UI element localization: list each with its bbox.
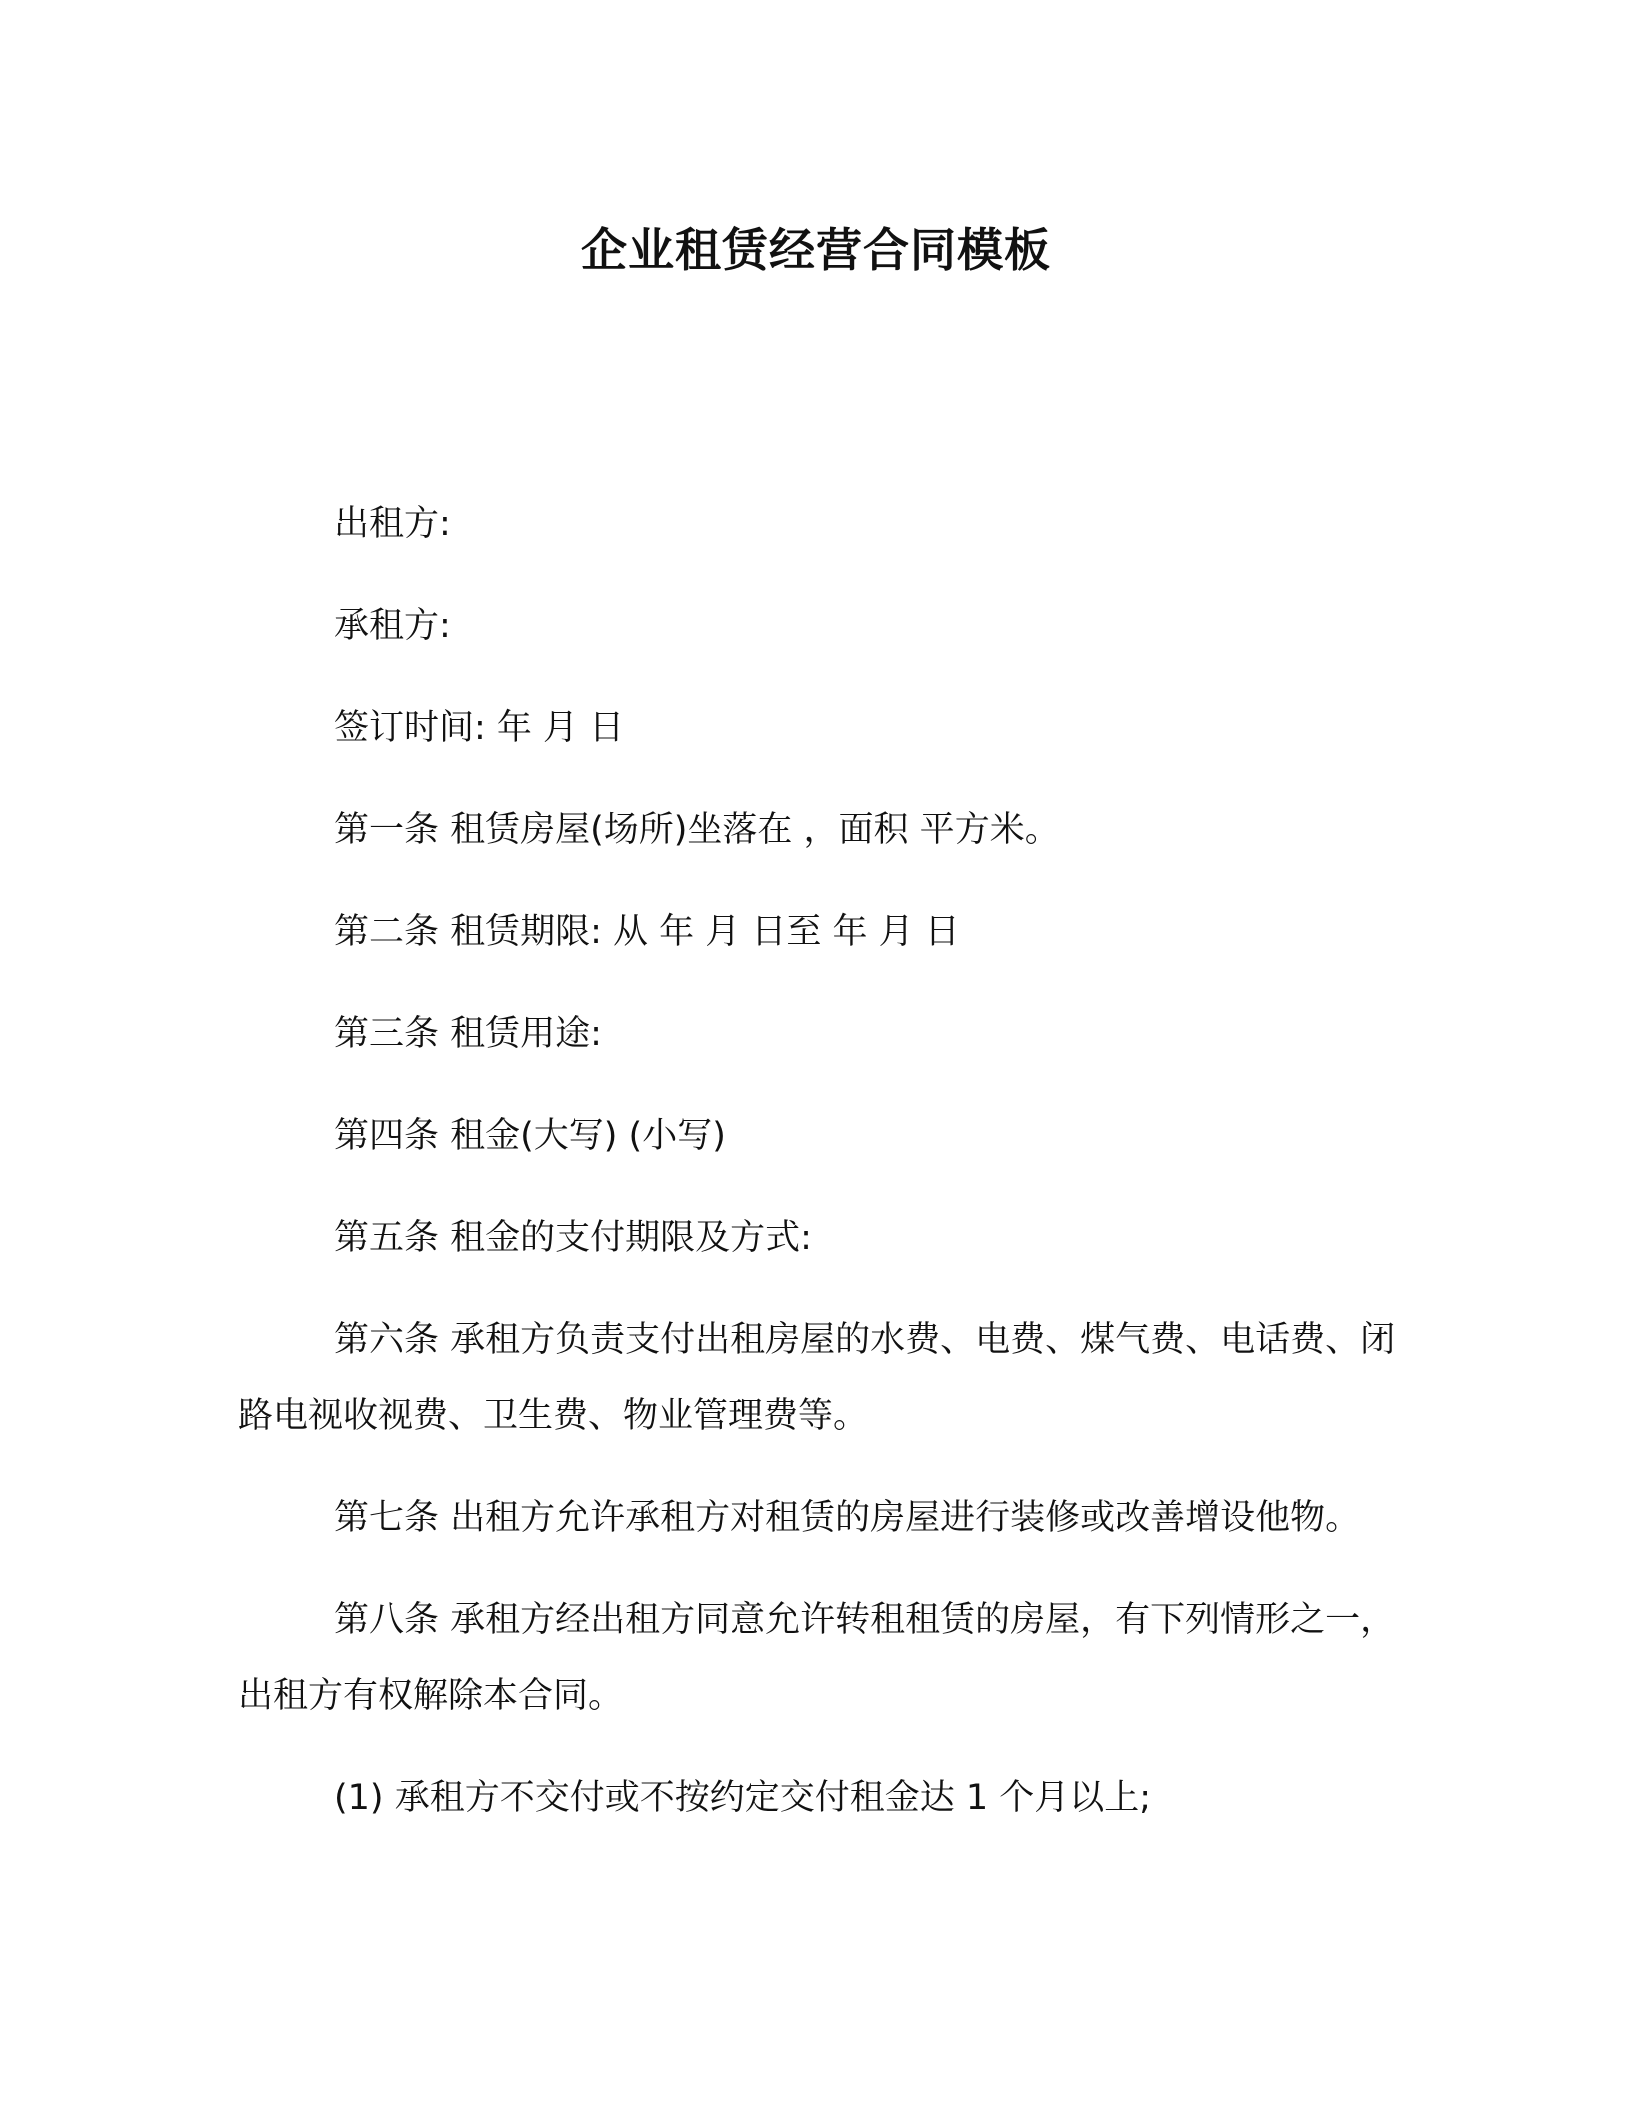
document-title: 企业租赁经营合同模板 xyxy=(581,223,1051,277)
article-5: 第五条 租金的支付期限及方式: xyxy=(334,1218,812,1258)
article-8: 第八条 承租方经出租方同意允许转租租赁的房屋，有下列情形之一，出租方有权解除本合同。 xyxy=(238,1600,1396,1716)
lessee-line: 承租方: xyxy=(334,606,451,646)
article-7: 第七条 出租方允许承租方对租赁的房屋进行装修或改善增设他物。 xyxy=(334,1498,1361,1538)
article-1: 第一条 租赁房屋(场所)坐落在 ，面积 平方米。 xyxy=(334,810,1060,850)
signing-date-line: 签订时间: 年 月 日 xyxy=(334,708,625,748)
article-6: 第六条 承租方负责支付出租房屋的水费、电费、煤气费、电话费、闭路电视收视费、卫生费、物业管理费等。 xyxy=(238,1320,1396,1436)
lessor-line: 出租方: xyxy=(334,504,451,544)
article-4: 第四条 租金(大写) (小写) xyxy=(334,1116,726,1156)
article-3: 第三条 租赁用途: xyxy=(334,1014,602,1054)
article-8-item-1: (1) 承租方不交付或不按约定交付租金达 1 个月以上; xyxy=(334,1778,1152,1818)
article-2: 第二条 租赁期限: 从 年 月 日至 年 月 日 xyxy=(334,912,960,952)
